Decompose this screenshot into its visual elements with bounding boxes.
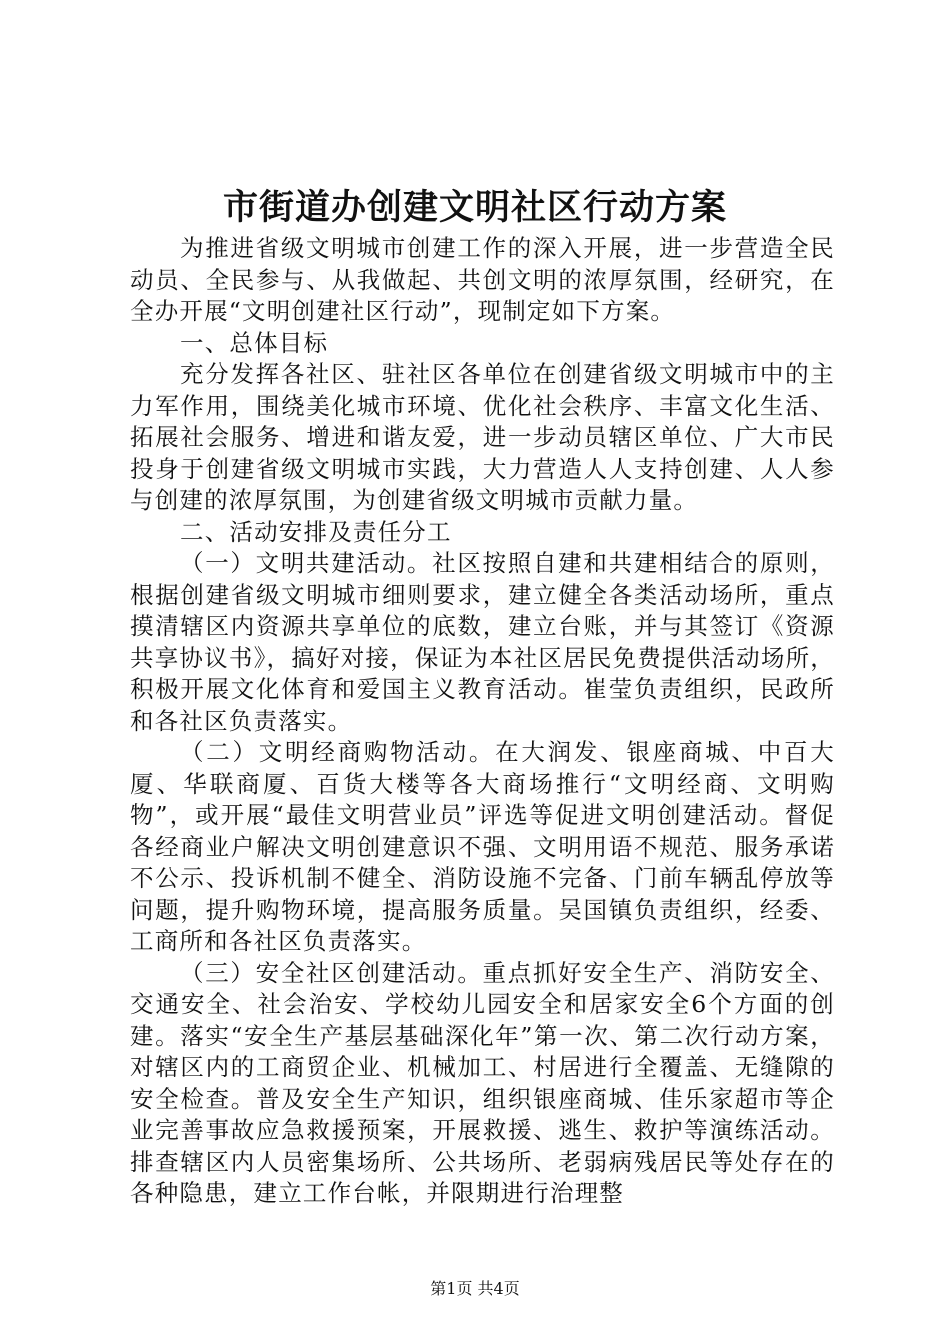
activity-paragraph-2: （二）文明经商购物活动。在大润发、银座商城、中百大厦、华联商厦、百货大楼等各大商场推行“文明经商、文明购物”，或开展“最佳文明营业员”评选等促进文明创建活动。督促各经商业户解决文明创建意识不强、文明用语不规范、服务承诺不公示、投诉机制不健全、消防设施不完备、门前车辆乱停放等问题，提升购物环境，提高服务质量。吴国镇负责组织，经委、工商所和各社区负责落实。 (130, 738, 835, 955)
activity-paragraph-3: （三）安全社区创建活动。重点抓好安全生产、消防安全、交通安全、社会治安、学校幼儿园安全和居家安全6个方面的创建。落实“安全生产基层基础深化年”第一次、第二次行动方案，对辖区内的工商贸企业、机械加工、村居进行全覆盖、无缝隙的安全检查。普及安全生产知识，组织银座商城、佳乐家超市等企业完善事故应急救援预案，开展救援、逃生、救护等演练活动。排查辖区内人员密集场所、公共场所、老弱病残居民等处存在的各种隐患，建立工作台帐，并限期进行治理整 (130, 958, 835, 1207)
section-heading-activities: 二、活动安排及责任分工 (180, 517, 452, 546)
document-body (130, 233, 835, 1210)
page-number-footer: 第1页 共4页 (430, 1279, 520, 1298)
section-heading-goals: 一、总体目标 (180, 328, 329, 357)
goals-paragraph: 充分发挥各社区、驻社区各单位在创建省级文明城市中的主力军作用，围绕美化城市环境、优化社会秩序、丰富文化生活、拓展社会服务、增进和谐友爱，进一步动员辖区单位、广大市民投身于创建省级文明城市实践，大力营造人人支持创建、人人参与创建的浓厚氛围，为创建省级文明城市贡献力量。 (130, 360, 835, 514)
intro-paragraph: 为推进省级文明城市创建工作的深入开展，进一步营造全民动员、全民参与、从我做起、共创文明的浓厚氛围，经研究，在全办开展“文明创建社区行动”，现制定如下方案。 (130, 234, 835, 325)
activity-paragraph-1: （一）文明共建活动。社区按照自建和共建相结合的原则，根据创建省级文明城市细则要求，建立健全各类活动场所，重点摸清辖区内资源共享单位的底数，建立台账，并与其签订《资源共享协议书》，搞好对接，保证为本社区居民免费提供活动场所，积极开展文化体育和爱国主义教育活动。崔莹负责组织，民政所和各社区负责落实。 (130, 549, 835, 735)
document-title: 市街道办创建文明社区行动方案 (222, 187, 727, 228)
